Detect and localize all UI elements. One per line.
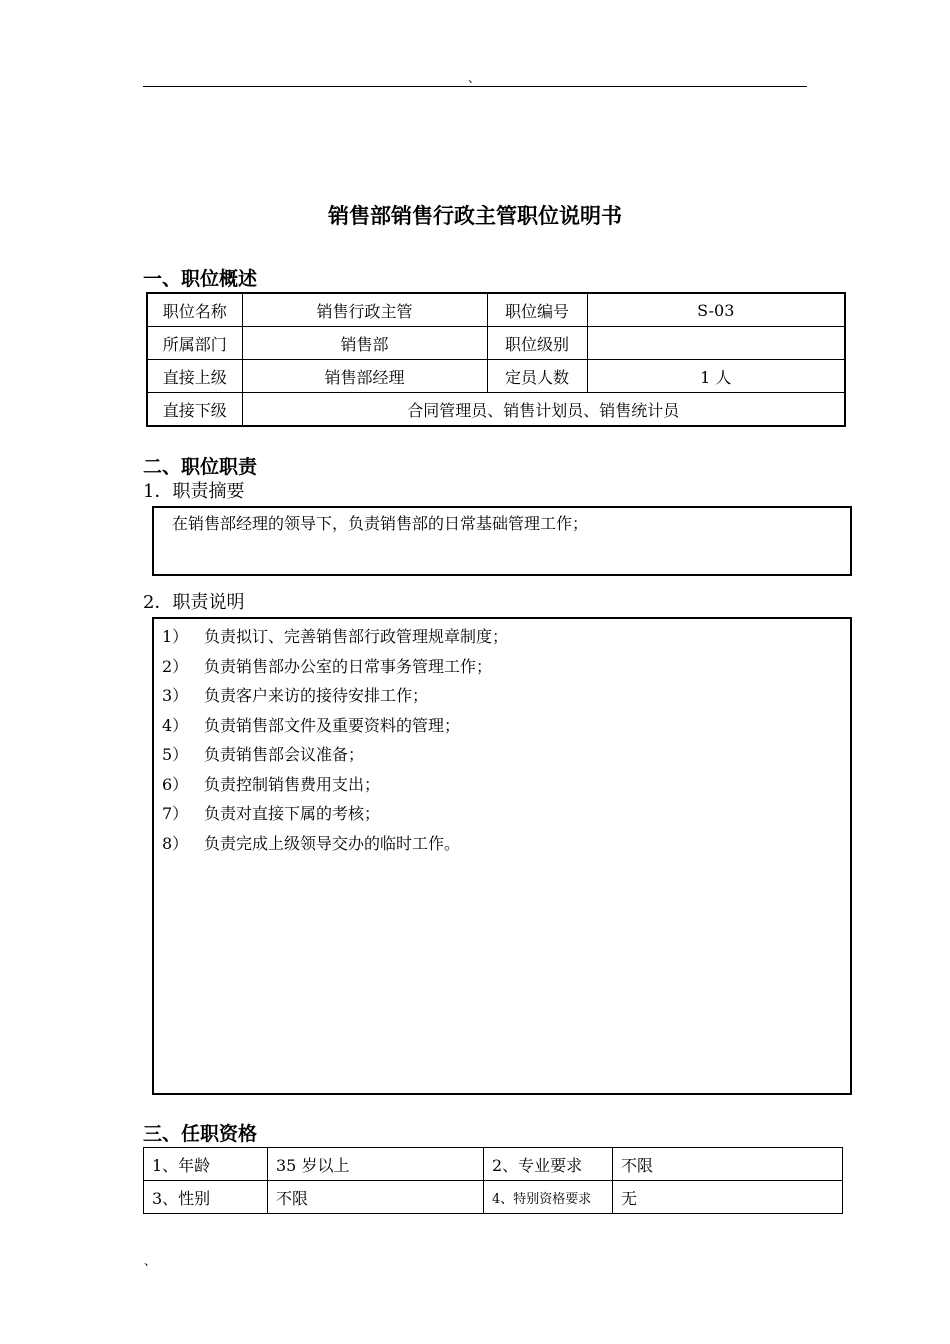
section1-heading: 一、职位概述 bbox=[143, 268, 258, 290]
table-cell: 1、年龄 bbox=[144, 1148, 268, 1181]
header-rule bbox=[143, 86, 807, 87]
table-cell: 定员人数 bbox=[487, 360, 587, 393]
table-cell: 职位编号 bbox=[487, 293, 587, 327]
table-cell: 无 bbox=[613, 1181, 843, 1214]
table-row bbox=[147, 393, 845, 427]
table-row bbox=[147, 293, 845, 327]
position-overview-table bbox=[146, 292, 846, 427]
list-item: 4） 负责销售部文件及重要资料的管理； bbox=[162, 716, 461, 735]
table-cell: 不限 bbox=[613, 1148, 843, 1181]
table-cell: 不限 bbox=[268, 1181, 484, 1214]
summary-heading: 1．职责摘要 bbox=[143, 481, 245, 502]
table-row bbox=[147, 327, 845, 360]
table-cell bbox=[587, 327, 845, 360]
table-cell: 销售部 bbox=[242, 327, 487, 360]
list-item: 1） 负责拟订、完善销售部行政管理规章制度； bbox=[162, 627, 509, 646]
table-row bbox=[144, 1148, 843, 1181]
table-cell: 3、性别 bbox=[144, 1181, 268, 1214]
summary-text: 在销售部经理的领导下，负责销售部的日常基础管理工作； bbox=[172, 514, 589, 533]
table-cell: 4、特别资格要求 bbox=[484, 1181, 613, 1214]
table-cell: 职位名称 bbox=[147, 293, 242, 327]
list-item: 2） 负责销售部办公室的日常事务管理工作； bbox=[162, 657, 493, 676]
list-item: 8） 负责完成上级领导交办的临时工作。 bbox=[162, 834, 461, 853]
table-cell: 35 岁以上 bbox=[268, 1148, 484, 1181]
list-item: 3） 负责客户来访的接待安排工作； bbox=[162, 686, 429, 705]
table-cell: 直接下级 bbox=[147, 393, 242, 427]
qualifications-table bbox=[143, 1147, 843, 1214]
details-heading: 2．职责说明 bbox=[143, 592, 245, 613]
table-cell: S-03 bbox=[587, 293, 845, 327]
table-cell: 合同管理员、销售计划员、销售统计员 bbox=[242, 393, 845, 427]
table-row bbox=[144, 1181, 843, 1214]
document-title: 销售部销售行政主管职位说明书 bbox=[328, 204, 622, 228]
table-cell: 2、专业要求 bbox=[484, 1148, 613, 1181]
table-cell: 职位级别 bbox=[487, 327, 587, 360]
footer-mark: 、 bbox=[144, 1254, 157, 1268]
table-cell: 销售部经理 bbox=[242, 360, 487, 393]
header-mark: 、 bbox=[468, 71, 481, 85]
table-cell: 所属部门 bbox=[147, 327, 242, 360]
list-item: 6） 负责控制销售费用支出； bbox=[162, 775, 381, 794]
table-row bbox=[147, 360, 845, 393]
list-item: 7） 负责对直接下属的考核； bbox=[162, 804, 381, 823]
section3-heading: 三、任职资格 bbox=[143, 1123, 258, 1145]
list-item: 5） 负责销售部会议准备； bbox=[162, 745, 365, 764]
table-cell: 1 人 bbox=[587, 360, 845, 393]
table-cell: 直接上级 bbox=[147, 360, 242, 393]
section2-heading: 二、职位职责 bbox=[143, 456, 258, 478]
table-cell: 销售行政主管 bbox=[242, 293, 487, 327]
